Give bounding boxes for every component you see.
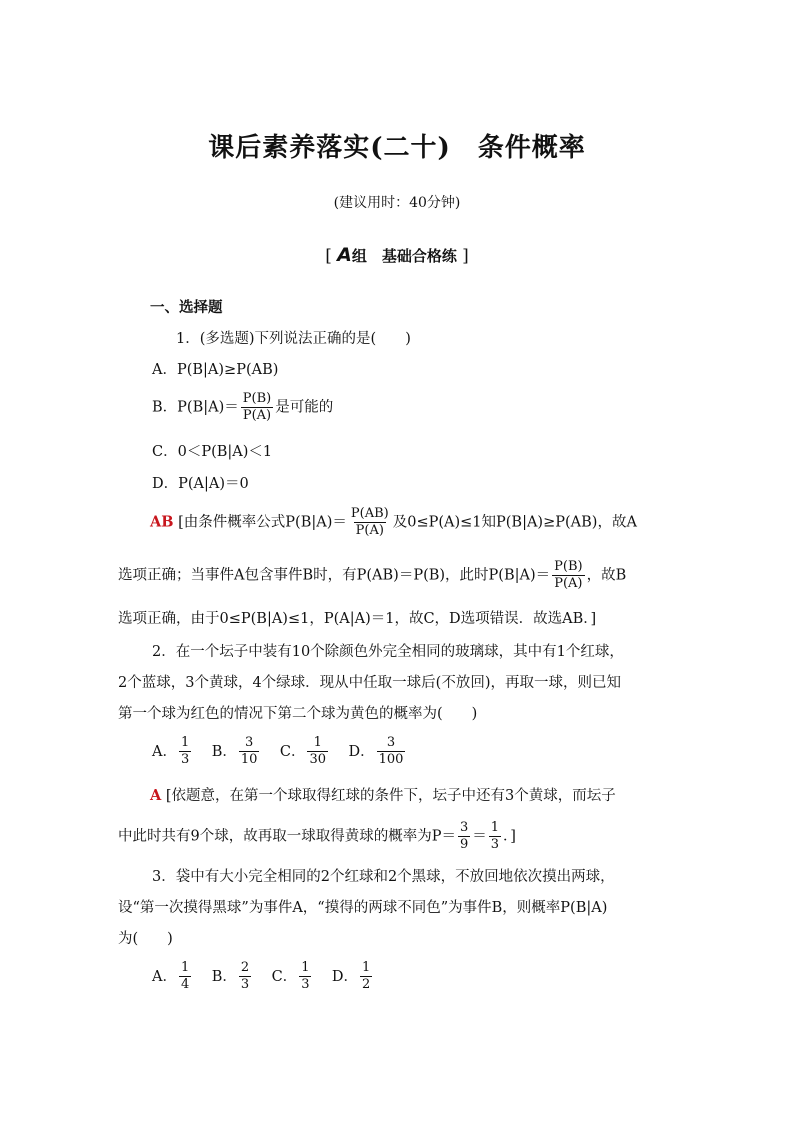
q2-option-b: B． $\frac{3}{10}$ [211, 735, 258, 767]
q3-stem-line3: 为( ) [118, 931, 173, 947]
section-heading: 一、选择题 [150, 299, 223, 316]
q1-explanation-line3: 选项正确，由于0≤P(B|A)≤1，P(A|A)＝1，故C，D选项错误．故选AB．] [118, 611, 597, 627]
group-label: 组 基础合格练 [351, 247, 457, 265]
q3-stem-line2: 设“第一次摸得黑球”为事件A，“摸得的两球不同色”为事件B，则概率P(B|A) [118, 900, 608, 916]
group-bracket-open: [ [325, 246, 332, 266]
q3-option-c: C． $\frac{1}{3}$ [271, 960, 310, 992]
q2-stem-line1: 2．在一个坛子中装有10个除颜色外完全相同的玻璃球，其中有1个红球， [152, 644, 624, 660]
q2-explanation-line1: A [依题意，在第一个球取得红球的条件下，坛子中还有3个黄球，而坛子 [150, 787, 616, 804]
q2-option-d: D． $\frac{3}{100}$ [348, 735, 404, 767]
q1-explanation-line2: 选项正确；当事件A包含事件B时，有P(AB)＝P(B)，此时P(B|A)＝ $\frac{P(B)}{P(A)}$ ，故B [118, 559, 627, 591]
q1-option-b: B．P(B|A)＝ $\frac{P(B)}{P(A)}$ 是可能的 [152, 391, 334, 423]
q1-expl-fraction-2: $\frac{P(B)}{P(A)}$ [554, 559, 583, 591]
q2-stem-line2: 2个蓝球，3个黄球，4个绿球．现从中任取一球后(不放回)，再取一球，则已知 [118, 675, 621, 691]
q2-option-a: A． $\frac{1}{3}$ [152, 735, 190, 767]
q2-option-c: C． $\frac{1}{30}$ [279, 735, 326, 767]
q1-option-a: A．P(B|A)≥P(AB) [152, 362, 279, 378]
q2-explanation-line2: 中此时共有9个球，故再取一球取得黄球的概率为P＝ $\frac{3}{9}$ ＝ $\frac{1}{3}$ ．] [118, 820, 516, 852]
q2-answer: A [150, 787, 162, 804]
q3-options [152, 960, 374, 993]
q3-option-d: D． $\frac{1}{2}$ [331, 960, 371, 992]
suggested-time: (建议用时：40分钟) [333, 195, 461, 211]
q2-stem-line3: 第一个球为红色的情况下第二个球为黄色的概率为( ) [118, 706, 478, 722]
q3-stem-line1: 3．袋中有大小完全相同的2个红球和2个黑球，不放回地依次摸出两球， [152, 869, 615, 885]
q1-option-d: D．P(A|A)＝0 [152, 476, 249, 492]
q1-explanation-line1: AB [由条件概率公式P(B|A)＝ $\frac{P(AB)}{P(A)}$ 及0≤P(A)≤1知P(B|A)≥P(AB)，故A [150, 506, 637, 538]
group-letter: A [337, 244, 352, 266]
q3-option-b: B． $\frac{2}{3}$ [211, 960, 250, 992]
q3-option-a: A． $\frac{1}{4}$ [152, 960, 190, 992]
group-heading [0, 244, 794, 266]
q1-stem: 1．(多选题)下列说法正确的是( ) [176, 331, 411, 347]
q1-answer: AB [150, 513, 174, 531]
q1-option-b-fraction: $\frac{P(B)}{P(A)}$ [242, 391, 272, 423]
q1-expl-fraction-1: $\frac{P(AB)}{P(A)}$ [350, 506, 389, 538]
page-title: 课后素养落实(二十) 条件概率 [208, 133, 586, 163]
group-bracket-close: ] [462, 246, 469, 266]
q2-options [152, 735, 407, 768]
q1-option-c: C．0＜P(B|A)＜1 [152, 444, 273, 460]
